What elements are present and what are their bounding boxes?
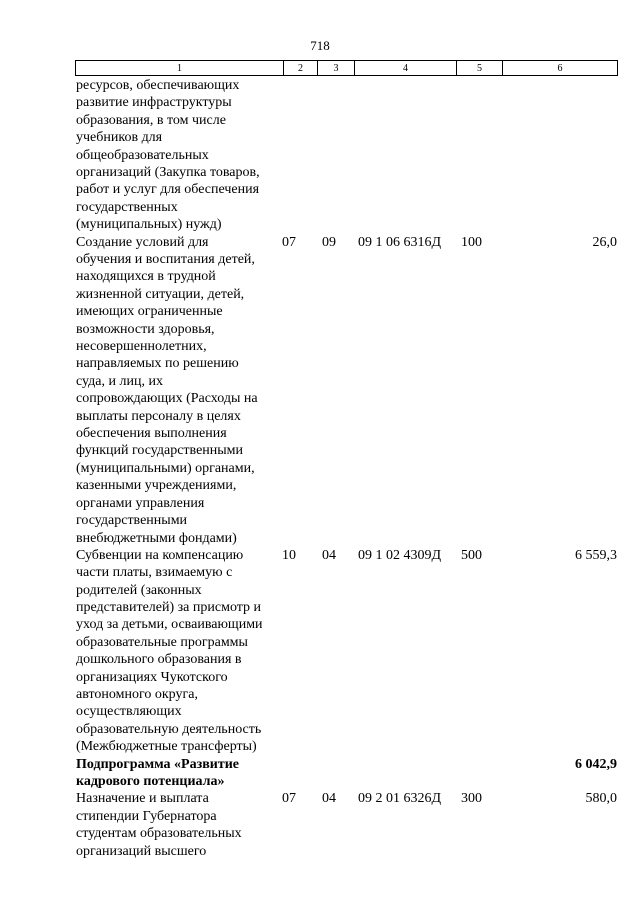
description-line: органами управления <box>76 495 205 511</box>
row-description <box>76 756 284 791</box>
row-target-code: 09 2 01 6326Д <box>358 791 442 807</box>
description-line: организаций высшего <box>76 843 207 859</box>
row-description <box>76 547 284 756</box>
description-line: направляемых по решению <box>76 356 239 372</box>
description-line: стипендии Губернатора <box>76 808 217 824</box>
row-description <box>76 234 284 547</box>
row-subsection: 09 <box>322 234 336 250</box>
description-line: общеобразовательных <box>76 147 209 163</box>
description-line: имеющих ограниченные <box>76 304 223 320</box>
column-header-5: 5 <box>457 61 503 76</box>
row-amount: 6 042,9 <box>575 756 617 772</box>
description-line: организациях Чукотского <box>76 669 228 685</box>
description-line: сопровождающих (Расходы на <box>76 391 258 407</box>
description-line: казенными учреждениями, <box>76 478 237 494</box>
row-target-code: 09 1 02 4309Д <box>358 547 442 563</box>
description-line: родителей (законных <box>76 582 202 598</box>
row-subsection: 04 <box>322 547 336 563</box>
row-section: 07 <box>282 234 296 250</box>
description-line: организаций (Закупка товаров, <box>76 165 260 181</box>
row-description <box>76 77 284 234</box>
description-line: образования, в том числе <box>76 112 226 128</box>
row-subsection: 04 <box>322 791 336 807</box>
description-line: части платы, взимаемую с <box>76 565 233 581</box>
row-expense-type: 100 <box>461 234 482 250</box>
description-line: выплаты персоналу в целях <box>76 408 241 424</box>
description-line: несовершеннолетних, <box>76 339 207 355</box>
description-line: внебюджетными фондами) <box>76 530 237 546</box>
table-row <box>0 234 640 547</box>
column-header-6: 6 <box>503 61 618 76</box>
description-line: жизненной ситуации, детей, <box>76 286 245 302</box>
page-number: 718 <box>310 38 330 53</box>
row-amount: 580,0 <box>585 791 617 807</box>
row-target-code: 09 1 06 6316Д <box>358 234 442 250</box>
row-amount: 6 559,3 <box>575 547 617 563</box>
description-line: дошкольного образования в <box>76 652 242 668</box>
description-line: Субвенции на компенсацию <box>76 547 244 563</box>
description-line: кадрового потенциала» <box>76 773 225 789</box>
description-line: учебников для <box>76 130 163 146</box>
description-line: (муниципальных) нужд) <box>76 217 222 233</box>
description-line: суда, и лиц, их <box>76 373 163 389</box>
description-line: образовательные программы <box>76 634 248 650</box>
row-expense-type: 500 <box>461 547 482 563</box>
description-line: Создание условий для <box>76 234 209 250</box>
row-section: 07 <box>282 791 296 807</box>
description-line: студентам образовательных <box>76 826 242 842</box>
table-row <box>0 756 640 791</box>
column-header-3: 3 <box>318 61 355 76</box>
description-line: автономного округа, <box>76 687 198 703</box>
description-line: (муниципальными) органами, <box>76 460 255 476</box>
description-line: функций государственными <box>76 443 244 459</box>
description-line: работ и услуг для обеспечения <box>76 182 260 198</box>
description-line: возможности здоровья, <box>76 321 215 337</box>
description-line: обеспечения выполнения <box>76 426 227 442</box>
description-line: уход за детьми, осваивающими <box>76 617 263 633</box>
table-row <box>0 77 640 234</box>
row-amount: 26,0 <box>592 234 617 250</box>
row-section: 10 <box>282 547 296 563</box>
description-line: государственными <box>76 513 188 529</box>
description-line: образовательную деятельность <box>76 721 262 737</box>
table-row <box>0 790 640 860</box>
row-description <box>76 790 284 860</box>
column-header-2: 2 <box>284 61 318 76</box>
description-line: находящихся в трудной <box>76 269 216 285</box>
row-expense-type: 300 <box>461 791 482 807</box>
column-header-4: 4 <box>355 61 457 76</box>
description-line: Назначение и выплата <box>76 791 209 807</box>
description-line: Подпрограмма «Развитие <box>76 756 240 772</box>
description-line: (Межбюджетные трансферты) <box>76 739 257 755</box>
description-line: осуществляющих <box>76 704 182 720</box>
column-header-row <box>75 60 618 76</box>
description-line: развитие инфраструктуры <box>76 95 232 111</box>
description-line: ресурсов, обеспечивающих <box>76 78 240 93</box>
description-line: государственных <box>76 199 178 215</box>
description-line: представителей) за присмотр и <box>76 600 262 615</box>
budget-table-body <box>0 77 640 860</box>
table-row <box>0 547 640 756</box>
column-header-1: 1 <box>76 61 284 76</box>
description-line: обучения и воспитания детей, <box>76 252 255 267</box>
